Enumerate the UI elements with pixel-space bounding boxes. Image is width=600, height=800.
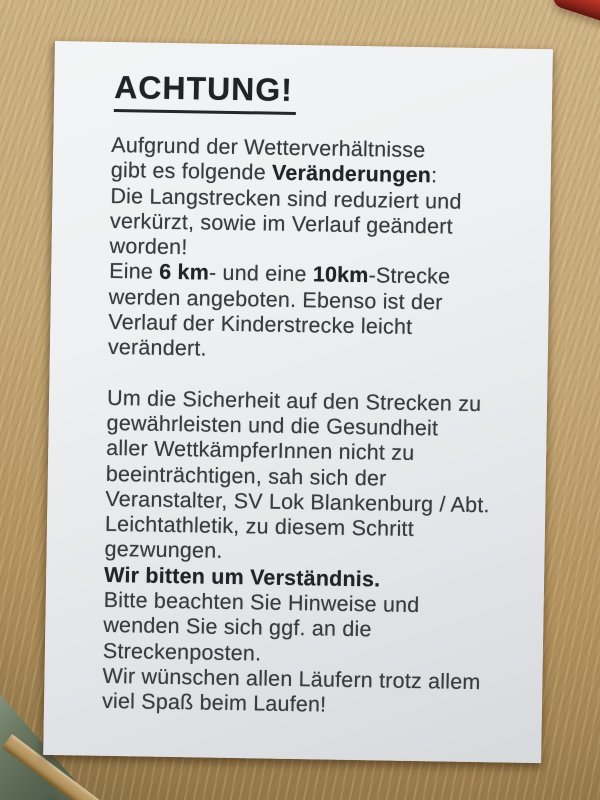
text-segment: - und eine [208, 261, 313, 287]
text-segment: gewährleisten und die Gesundheit [106, 410, 439, 441]
text-segment: -Strecke [368, 263, 451, 290]
text-segment: Veranstalter, SV Lok Blankenburg / Abt. [105, 486, 490, 518]
text-segment: werden angeboten. Ebenso ist der [108, 284, 443, 315]
text-segment: gezwungen. [104, 537, 223, 564]
notice-paper [43, 41, 553, 763]
text-segment: Aufgrund der Wetterverhältnisse [111, 132, 426, 163]
text-segment: : [430, 163, 438, 188]
red-pen-object [550, 0, 600, 26]
text-segment: 6 km [158, 260, 210, 286]
text-segment: Veränderungen [271, 160, 432, 188]
text-segment: Verlauf der Kinderstrecke leicht [108, 310, 413, 340]
notice-body [102, 133, 548, 722]
text-segment: Eine [108, 259, 160, 285]
text-segment: verändert. [107, 335, 207, 361]
text-segment: viel Spaß beim Laufen! [101, 689, 327, 717]
text-segment: Um die Sicherheit auf den Strecken zu [106, 385, 482, 416]
notice-heading: ACHTUNG! [114, 69, 296, 115]
text-segment: Wir wünschen allen Läufern trotz allem [102, 663, 481, 695]
text-segment: Wir bitten um Verständnis. [103, 562, 381, 592]
text-segment: aller WettkämpferInnen nicht zu [106, 436, 415, 466]
text-segment: beeinträchtigen, sah sich der [105, 461, 387, 491]
text-segment: verkürzt, sowie im Verlauf geändert [109, 208, 453, 239]
text-segment: Streckenposten. [102, 638, 262, 666]
text-segment: 10km [312, 262, 369, 288]
notice-paragraph [108, 133, 548, 368]
text-segment: worden! [109, 234, 188, 260]
text-segment: gibt es folgende [110, 158, 273, 185]
text-segment: Leichtathletik, zu diesem Schritt [104, 512, 415, 542]
text-segment: Bitte beachten Sie Hinweise und [103, 587, 420, 618]
text-segment: wenden Sie sich ggf. an die [103, 613, 372, 642]
text-segment: Die Langstrecken sind reduziert und [110, 183, 462, 214]
notice-paragraph [102, 386, 543, 722]
